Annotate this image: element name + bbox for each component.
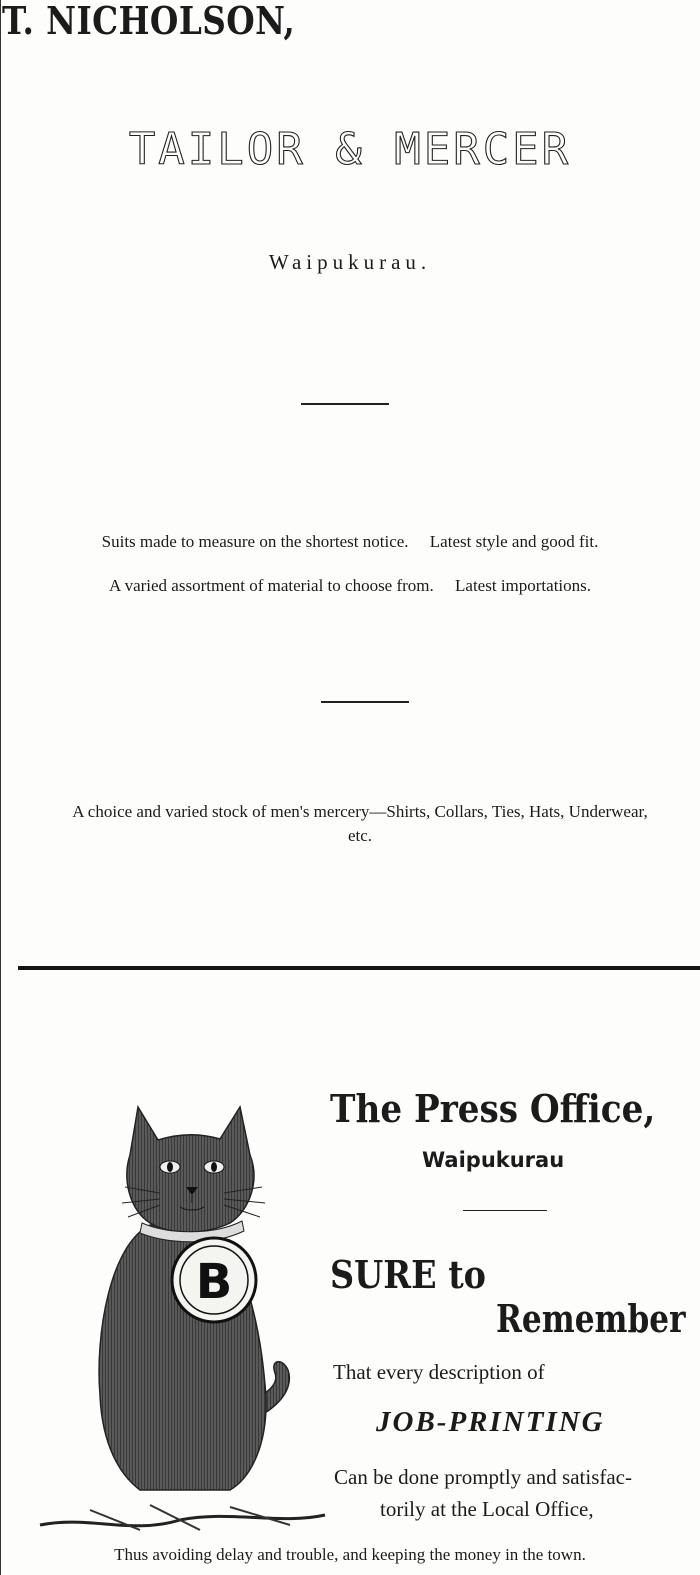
headline-sure: SURE to: [330, 1252, 486, 1297]
press-office-location: Waipukurau: [422, 1148, 565, 1172]
trade-title: TAILOR & MERCER: [128, 124, 572, 175]
headline-remember: Remember: [496, 1296, 686, 1341]
job-printing-heading: JOB-PRINTING: [376, 1406, 605, 1438]
suits-line: Suits made to measure on the shortest notice. Latest style and good fit.: [101, 532, 599, 551]
divider-rule: [321, 701, 409, 703]
assortment-line: A varied assortment of material to choose from. Latest importations.: [108, 576, 592, 595]
divider-rule: [463, 1210, 547, 1211]
section-divider: [18, 966, 700, 970]
description-line: That every description of: [333, 1360, 545, 1384]
advertiser-name: T. NICHOLSON,: [2, 0, 296, 43]
press-office-title: The Press Office,: [330, 1086, 656, 1131]
closing-line: Thus avoiding delay and trouble, and keeping the money in the town.: [114, 1545, 586, 1564]
promptly-line: Can be done promptly and satisfac-: [334, 1465, 632, 1489]
trade-location: Waipukurau.: [268, 250, 432, 274]
page-margin-line: [0, 0, 1, 1575]
cat-badge-letter: B: [195, 1254, 233, 1310]
local-office-line: torily at the Local Office,: [380, 1497, 594, 1521]
mercery-paragraph: A choice and varied stock of men's mercery—Shirts, Collars, Ties, Hats, Underwear, etc.: [72, 802, 648, 845]
cat-illustration: [30, 1095, 330, 1545]
divider-rule: [301, 403, 389, 405]
